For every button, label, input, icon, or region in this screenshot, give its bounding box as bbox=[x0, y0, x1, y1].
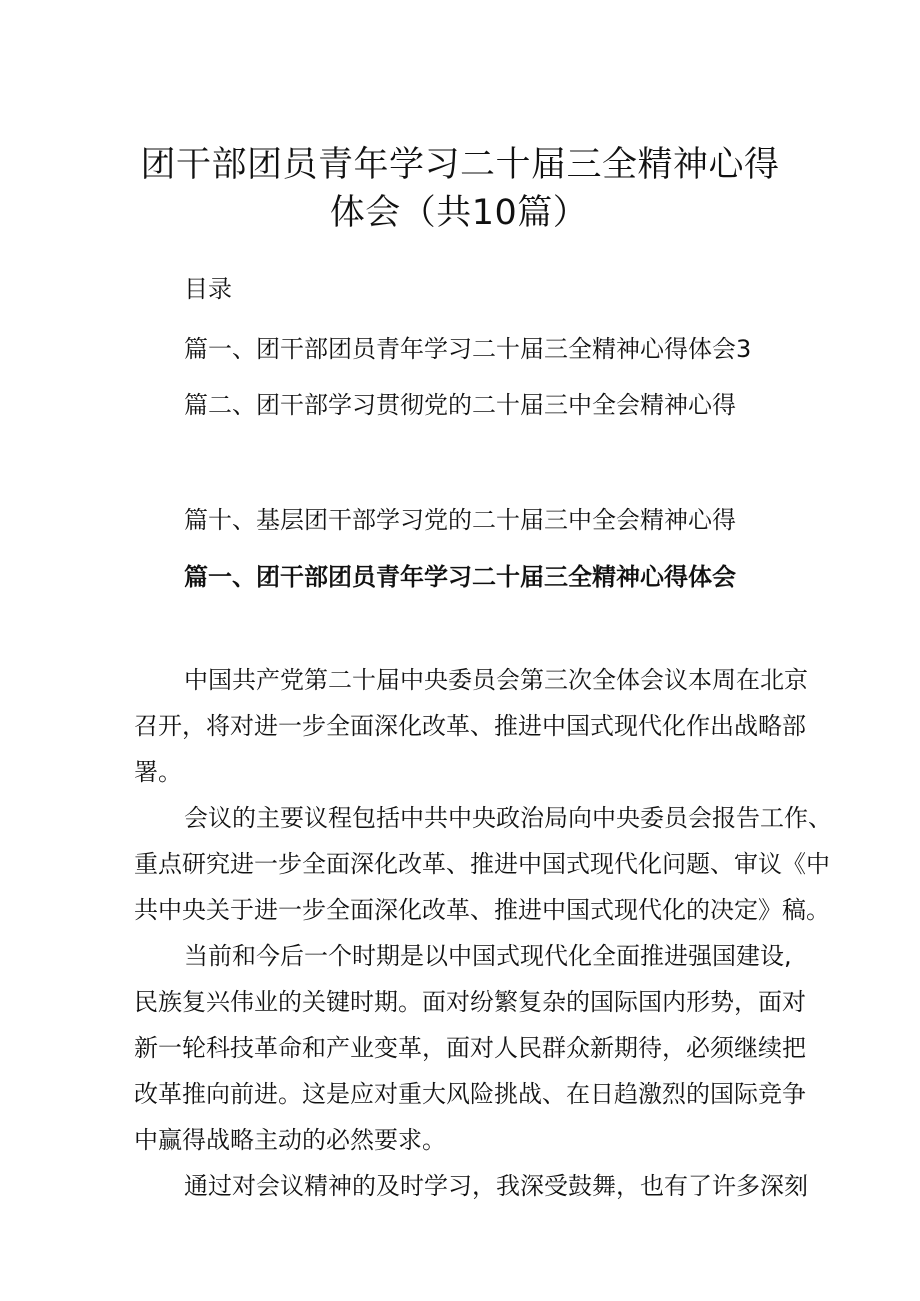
section-title: 篇一、团干部团员青年学习二十届三全精神心得体会 bbox=[184, 563, 736, 591]
body-line: 改革推向前进。这是应对重大风险挑战、在日趋激烈的国际竞争 bbox=[134, 1080, 806, 1108]
body-line: 新一轮科技革命和产业变革，面对人民群众新期待，必须继续把 bbox=[134, 1034, 806, 1062]
document-title-line-1: 团干部团员青年学习二十届三全精神心得 bbox=[140, 145, 780, 185]
toc-item-1[interactable]: 篇一、团干部团员青年学习二十届三全精神心得体会3 bbox=[184, 335, 752, 363]
document-title-line-2: 体会（共10篇） bbox=[329, 193, 589, 233]
body-line: 民族复兴伟业的关键时期。面对纷繁复杂的国际国内形势，面对 bbox=[134, 988, 806, 1016]
body-line: 共中央关于进一步全面深化改革、推进中国式现代化的决定》稿。 bbox=[134, 896, 830, 924]
body-line: 会议的主要议程包括中共中央政治局向中央委员会报告工作、 bbox=[184, 804, 832, 832]
body-line: 重点研究进一步全面深化改革、推进中国式现代化问题、审议《中 bbox=[134, 850, 830, 878]
toc-heading: 目录 bbox=[184, 275, 232, 303]
toc-item-2[interactable]: 篇二、团干部学习贯彻党的二十届三中全会精神心得 bbox=[184, 391, 736, 419]
body-line: 中国共产党第二十届中央委员会第三次全体会议本周在北京 bbox=[184, 666, 808, 694]
body-line: 中赢得战略主动的必然要求。 bbox=[134, 1126, 446, 1154]
body-line: 当前和今后一个时期是以中国式现代化全面推进强国建设, bbox=[184, 942, 792, 970]
body-line: 召开，将对进一步全面深化改革、推进中国式现代化作出战略部 bbox=[134, 712, 806, 740]
toc-item-10[interactable]: 篇十、基层团干部学习党的二十届三中全会精神心得 bbox=[184, 506, 736, 534]
body-line: 通过对会议精神的及时学习，我深受鼓舞，也有了许多深刻 bbox=[184, 1172, 808, 1200]
body-line: 署。 bbox=[134, 758, 182, 786]
